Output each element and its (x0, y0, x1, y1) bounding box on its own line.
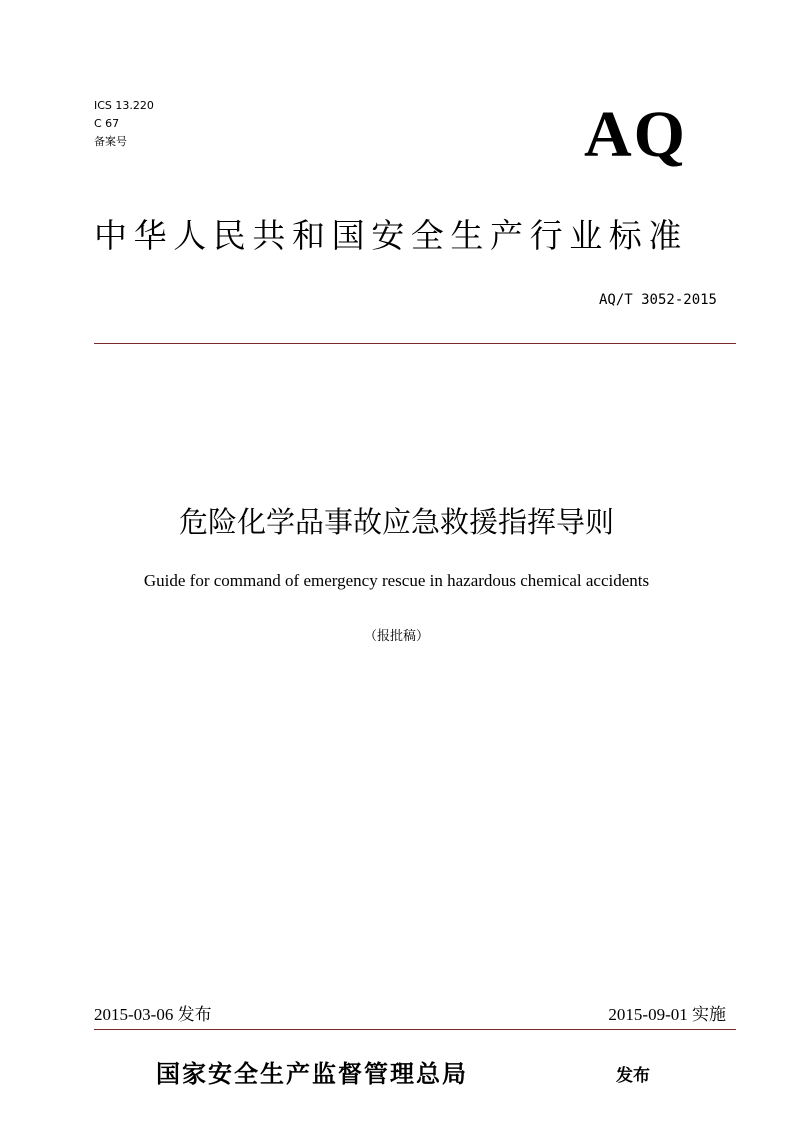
aq-logo: AQ (584, 98, 687, 171)
implementation-date: 2015-09-01 实施 (608, 1005, 726, 1024)
bottom-divider (94, 1029, 736, 1030)
issue-date: 2015-03-06 发布 (94, 1005, 212, 1024)
classification-block (94, 97, 154, 151)
ics-code: ICS 13.220 (94, 99, 154, 112)
standard-number: AQ/T 3052-2015 (598, 292, 717, 308)
issuing-label: 发布 (616, 1066, 650, 1086)
document-title-cn: 危险化学品事故应急救援指挥导则 (178, 505, 614, 539)
record-number-label: 备案号 (94, 135, 127, 148)
top-divider (94, 343, 736, 344)
draft-status: （报批稿） (363, 629, 429, 644)
issuing-authority: 国家安全生产监督管理总局 (156, 1059, 468, 1088)
ccs-code: C 67 (94, 117, 120, 130)
document-title-en: Guide for command of emergency rescue in hazardous chemical accidents (143, 571, 650, 590)
standard-category-title: 中华人民共和国安全生产行业标准 (94, 216, 688, 255)
